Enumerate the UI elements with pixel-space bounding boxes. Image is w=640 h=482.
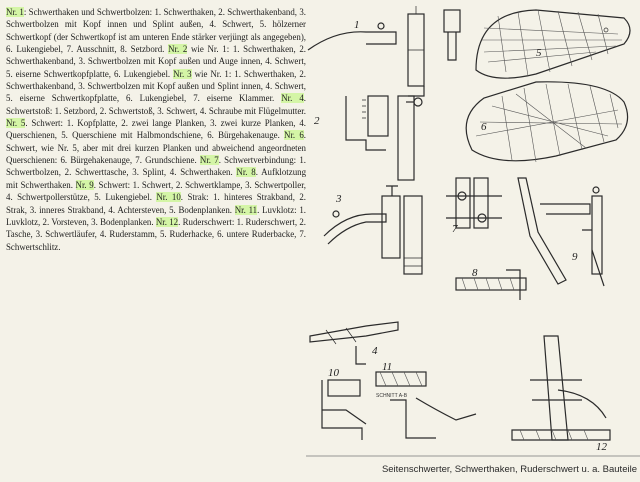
figure-number: 7 <box>452 223 458 235</box>
figure-number: 5 <box>536 47 542 59</box>
figure-12 <box>512 336 610 453</box>
item-description: . Schwertstoß: 1. Setzbord, 2. Schwertstoß, 3. Schwert, 4. Schraube mit Flügelmutter. <box>6 93 306 116</box>
figure-number: 9 <box>572 251 578 263</box>
description-text <box>6 6 306 318</box>
item-number: Nr. 4 <box>281 93 304 104</box>
figure-number: 12 <box>596 441 607 453</box>
figure-caption: Seitenschwerter, Schwerthaken, Ruderschwert u. a. Bauteile <box>381 464 637 475</box>
item-description: . Aufklotzung mit Schwerthaken. <box>6 167 306 190</box>
figure-1 <box>308 6 460 96</box>
figure-4 <box>310 322 398 364</box>
figure-number: 4 <box>372 345 378 357</box>
item-description: . Schwert: 1. Schwert, 2. Schwertklampe, 3. Schwertpoller, 4. Schwertpollerstütze, 5. Lukengiebel. <box>6 179 306 203</box>
item-number: Nr. 7 <box>199 155 219 166</box>
item-description: : Schwerthaken und Schwertbolzen: 1. Schwerthaken, 2. Schwerthakenband, 3. Schwertbolzen mit Kopf innen und Splint außen, 4. Schwert, 5. hölzerner Schwertkopf (der Schwertkopf ist am unteren Ende stärker verjüngt als angegeben), 6. Lukengiebel, 7. Ausschnitt, 8. Setzbord. <box>6 7 306 55</box>
item-number: Nr. 10 <box>156 192 181 203</box>
figure-number: 8 <box>472 267 478 279</box>
figure-number: 3 <box>336 193 342 205</box>
item-description: wie Nr. 1: 1. Schwerthaken, 2. Schwerthakenband, 3. Schwertbolzen mit Kopf außen und Splint innen, 4. Schwert, 5. eiserne Schwertkopfplatte, 6. Lukengiebel, 7. eiserne Klammer. <box>6 68 306 104</box>
figure-8 <box>456 267 526 300</box>
item-description: . Strak: 1. hinteres Strakband, 2. Strak, 3. inneres Strakband, 4. Achtersteven, 5. Bodenplanken. <box>6 192 306 215</box>
item-number: Nr. 2 <box>168 44 188 55</box>
figure-5 <box>476 10 630 78</box>
figure-3 <box>324 186 422 274</box>
item-number: Nr. 9 <box>75 179 94 190</box>
item-number: Nr. 12 <box>155 216 179 227</box>
figure-number: 6 <box>481 121 487 133</box>
item-description: . Ruderschwert: 1. Ruderschwert, 2. Tasche, 3. Schwertläufer, 4. Ruderstamm, 5. Ruderhacke, 6. untere Ruderbacke, 7. Schwertschlitz. <box>6 216 306 252</box>
item-description: . Schwert: 1. Kopfplatte, 2. zwei lange Planken, 3. zwei kurze Planken, 4. Querschienen, 5. Querschiene mit Halbmondschiene, 6. Bürgehakenauge. <box>6 118 306 141</box>
figure-10 <box>322 367 366 440</box>
figure-number: 2 <box>314 115 320 127</box>
section-label: SCHNITT A-B <box>376 393 408 399</box>
figure-11 <box>376 361 476 438</box>
technical-drawings <box>306 0 640 458</box>
item-number: Nr. 11 <box>234 204 258 215</box>
item-description: wie Nr. 1: 1. Schwerthaken, 2. Schwerthakenband, 3. Schwertbolzen mit Kopf außen und Auge innen, 4. Schwert, 5. eiserne Schwertkopfplatte, 6. Lukengiebel. <box>6 44 306 79</box>
figure-9 <box>518 178 604 286</box>
item-description: . Schwertverbindung: 1. Schwertbolzen, 2. Schwerttasche, 3. Splint, 4. Schwerthaken. <box>6 155 306 178</box>
figure-number: 1 <box>354 19 360 31</box>
figure-number: 11 <box>382 361 393 373</box>
item-number: Nr. 6 <box>284 130 304 141</box>
item-description: . Schwert, wie Nr. 5, aber mit drei kurzen Planken und abweichend angeordneten Querschienen: 6. Bürgehakenauge, 7. Grundschiene. <box>6 130 306 166</box>
figure-2 <box>314 96 422 180</box>
item-number: Nr. 1 <box>6 7 24 17</box>
figure-7 <box>446 178 502 235</box>
item-number: Nr. 3 <box>173 68 192 79</box>
item-description: . Luvklotz: 1. Luvklotz, 2. Vorsteven, 3. Bodenplanken. <box>6 204 306 227</box>
figure-number: 10 <box>328 367 339 379</box>
drawing-canvas <box>306 0 640 458</box>
item-number: Nr. 5 <box>6 118 26 129</box>
item-number: Nr. 8 <box>236 167 256 178</box>
figure-6 <box>466 82 627 162</box>
